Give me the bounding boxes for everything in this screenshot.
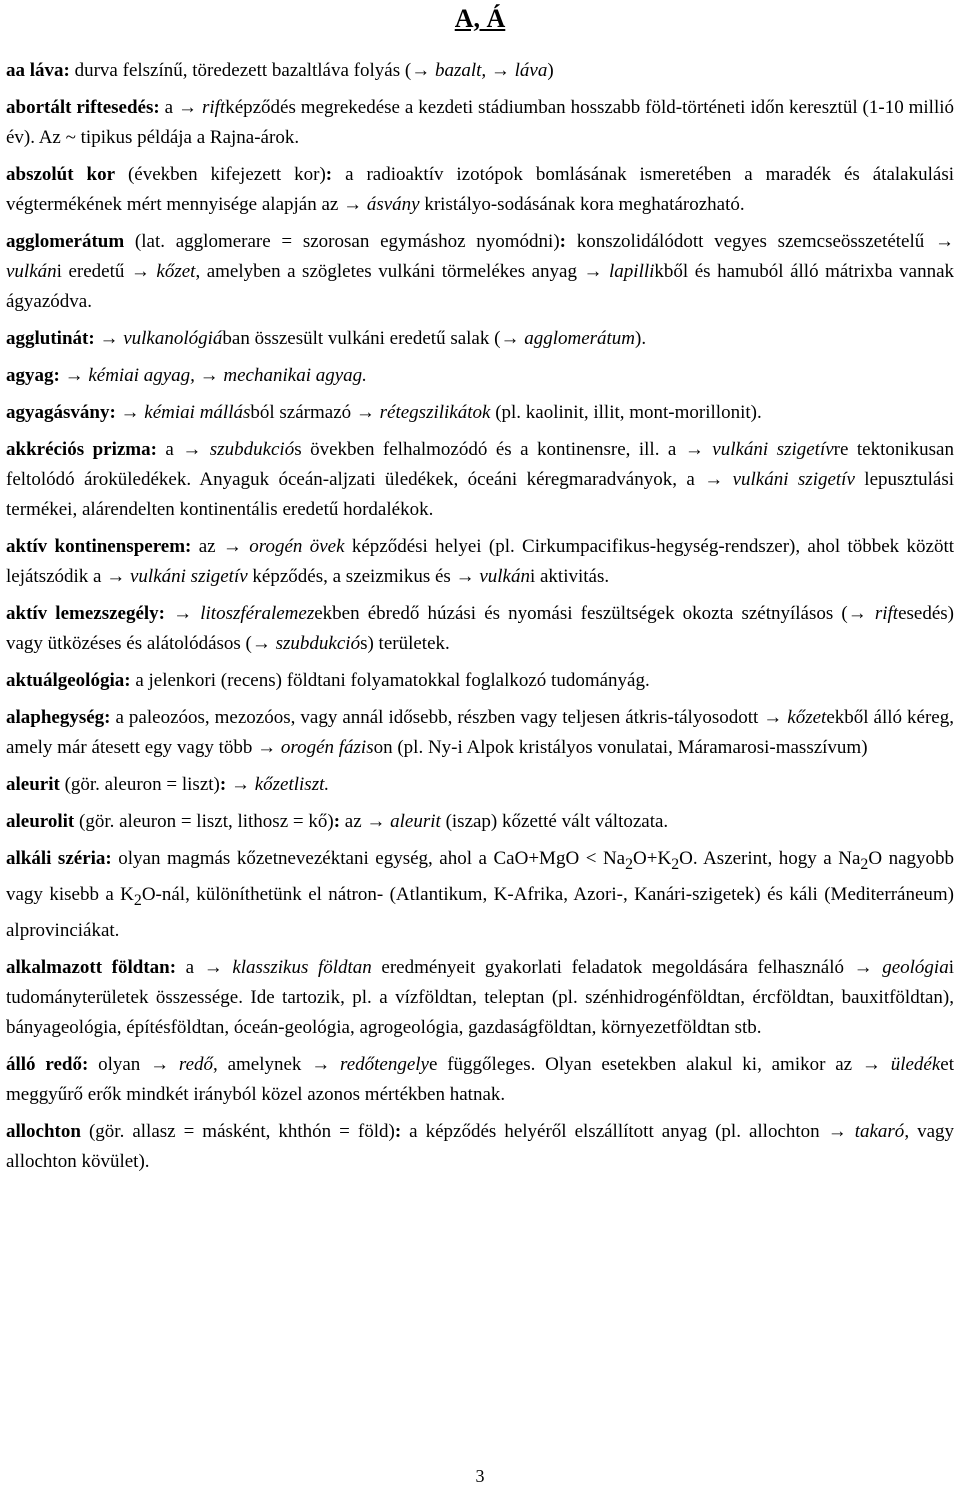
glossary-entry [6, 398, 954, 428]
subscript: 2 [625, 855, 634, 873]
entry-text: e függőleges. Olyan esetekben alakul ki, amikor az [429, 1053, 862, 1075]
entry-term: agyagásvány: [6, 402, 116, 423]
entry-text: kből és hamuból álló mátrixba vannak ágyazódva. [6, 261, 955, 312]
entry-text: olyan magmás kőzetnevezéktani egység, ahol a CaO+MgO < Na [111, 848, 626, 869]
entry-term: abortált riftesedés: [6, 97, 160, 118]
arrow-right-icon: → [311, 1053, 331, 1075]
glossary-entry [6, 1117, 954, 1177]
entry-text: , amelynek [213, 1053, 312, 1075]
arrow-right-icon: → [853, 956, 873, 978]
entry-term: agglomerátum [6, 231, 125, 252]
entry-term: alkáli széria: [6, 848, 112, 869]
cross-reference: vulkanológiá [118, 328, 223, 349]
arrow-right-icon: → [203, 956, 223, 978]
entry-text: ) [547, 60, 554, 81]
arrow-right-icon: → [64, 365, 84, 386]
cross-reference: redő [169, 1053, 214, 1075]
arrow-right-icon: → [827, 1120, 847, 1142]
arrow-right-icon: → [130, 261, 150, 282]
arrow-right-icon: → [178, 97, 198, 118]
arrow-right-icon: → [355, 402, 375, 423]
entry-term: : [325, 164, 333, 185]
arrow-right-icon: → [106, 566, 126, 587]
entry-text: a radioaktív izotópok bomlásának ismeretében a maradék és átalakulási végtermékének mért mennyisége alapján az [6, 164, 954, 215]
entry-text: (gör. aleuron = liszt) [59, 774, 220, 795]
cross-reference: kőzet [149, 261, 196, 282]
glossary-entry [6, 324, 954, 354]
cross-reference: vulkáni szigetív [723, 469, 855, 490]
entry-text: O nagyobb vagy kisebb a K [6, 848, 954, 905]
entry-term: : [559, 231, 566, 252]
cross-reference: klasszikus földtan [222, 956, 372, 978]
entry-text: képződési helyei (pl. Cirkumpacifikus-hegység-rendszer), ahol többek között lejátszódik a [6, 536, 954, 587]
entry-term: abszolút kor [6, 164, 116, 185]
cross-reference: vulkán [474, 566, 530, 587]
entry-term: aleurolit [6, 811, 75, 832]
entry-term: agglutinát: [6, 328, 95, 349]
entry-text: re tektonikusan feltolódó ároküledékek. Anyaguk óceán-aljzati üledékek, óceáni kéregmaradványok, a [6, 439, 954, 490]
arrow-right-icon: → [411, 60, 431, 81]
cross-reference: szubdukció [201, 439, 295, 460]
cross-reference: rift [197, 97, 226, 118]
entry-text: az [340, 811, 367, 832]
glossary-entry [6, 807, 954, 837]
entry-term: aleurit [6, 774, 60, 795]
entry-term: alaphegység: [6, 707, 111, 728]
cross-reference: orogén övek [241, 536, 345, 557]
entry-text: a képződés helyéről elszállított anyag (pl. allochton [401, 1120, 828, 1142]
entry-text: olyan [88, 1053, 151, 1075]
arrow-right-icon: → [763, 707, 783, 728]
entry-text: képződés, a szeizmikus és [247, 566, 456, 587]
glossary-entry [6, 93, 954, 153]
glossary-entry [6, 1050, 954, 1110]
arrow-right-icon: → [99, 328, 119, 349]
cross-reference: kémiai agyag, [83, 365, 195, 386]
section-heading: A, Á [454, 4, 506, 33]
entry-text: i eredetű [56, 261, 131, 282]
arrow-right-icon: → [935, 231, 954, 252]
entry-text: O. Aszerint, hogy a Na [679, 848, 861, 869]
entry-text: a [176, 956, 204, 978]
entry-text: s) területek. [360, 633, 450, 654]
entry-text: ekből álló kéreg, amely már átesett egy vagy több [6, 707, 954, 758]
entry-text: ban összesült vulkáni eredetű salak ( [222, 328, 501, 349]
glossary-entry [6, 953, 954, 1043]
cross-reference: geológia [872, 956, 949, 978]
entry-term: : [219, 774, 227, 795]
glossary-entry [6, 361, 954, 391]
entry-text: on (pl. Ny-i Alpok kristályos vonulatai, Máramarosi-masszívum) [373, 737, 868, 758]
cross-reference: litoszféralemez [192, 603, 315, 624]
entry-text: O+K [633, 848, 672, 869]
arrow-right-icon: → [704, 469, 724, 490]
entry-text: az [191, 536, 223, 557]
entry-text: ból származó [250, 402, 356, 423]
cross-reference: takaró [846, 1120, 905, 1142]
cross-reference: vulkán [6, 261, 57, 282]
subscript: 2 [860, 855, 869, 873]
cross-reference: kőzet [782, 707, 827, 728]
cross-reference: ásvány [362, 194, 420, 215]
glossary-entry [6, 844, 954, 946]
entry-text: , amelyben a szögletes vulkáni törmelékes anyag [195, 261, 584, 282]
arrow-right-icon: → [847, 603, 867, 624]
arrow-right-icon: → [455, 566, 475, 587]
entry-term: aktív lemezszegély: [6, 603, 165, 624]
cross-reference: kőzetliszt. [249, 774, 330, 795]
arrow-right-icon: → [500, 328, 520, 349]
entry-term: : [394, 1120, 402, 1142]
entry-term: allochton [6, 1120, 81, 1142]
cross-reference: bazalt, [430, 60, 487, 81]
arrow-right-icon: → [583, 261, 603, 282]
entry-term: alkalmazott földtan: [6, 956, 177, 978]
entry-term: agyag: [6, 365, 60, 386]
glossary-entry [6, 599, 954, 659]
cross-reference: vulkáni szigetív [125, 566, 248, 587]
arrow-right-icon: → [366, 811, 386, 832]
cross-reference: orogén fázis [276, 737, 374, 758]
entry-text: (lat. agglomerare = szorosan egymáshoz nyomódni) [124, 231, 560, 252]
subscript: 2 [671, 855, 680, 873]
entry-text: , vagy allochton kövület). [6, 1120, 955, 1172]
entry-text [165, 603, 173, 624]
glossary-entry [6, 56, 954, 86]
entry-term: aktív kontinensperem: [6, 536, 192, 557]
glossary-entry [6, 435, 954, 525]
page-number: 3 [475, 1466, 485, 1486]
glossary-entry [6, 703, 954, 763]
arrow-right-icon: → [490, 60, 510, 81]
arrow-right-icon: → [199, 365, 219, 386]
arrow-right-icon: → [182, 439, 202, 460]
arrow-right-icon: → [257, 737, 277, 758]
cross-reference: agglomerátum [519, 328, 636, 349]
entry-text: (iszap) kőzetté vált változata. [440, 811, 669, 832]
entry-text: ). [635, 328, 647, 349]
cross-reference: vulkáni szigetív [703, 439, 834, 460]
entry-text: ekben ébredő húzási és nyomási feszültségek okozta szétnyílásos ( [314, 603, 848, 624]
glossary-entry [6, 770, 954, 800]
entry-text: i tudományterületek összessége. Ide tartozik, pl. a vízföldtan, teleptan (pl. szénhidrogénföldtan, ércföldtan, bauxitföldtan), bányageológia, építésföldtan, óceán-geológia, agrogeológia, gazdaságföldtan, környezetföldtan stb. [6, 956, 954, 1038]
arrow-right-icon: → [684, 439, 704, 460]
arrow-right-icon: → [251, 633, 271, 654]
cross-reference: rétegszilikátok [374, 402, 491, 423]
entry-term: aa láva: [6, 60, 70, 81]
subscript: 2 [133, 891, 142, 909]
cross-reference: redőtengely [330, 1053, 429, 1075]
entry-text: esedés) vagy ütközéses és alátolódásos ( [6, 603, 954, 654]
cross-reference: üledék [880, 1053, 941, 1075]
arrow-right-icon: → [150, 1053, 170, 1075]
document-page [6, 0, 954, 1492]
cross-reference: aleurit [385, 811, 441, 832]
entry-term: akkréciós prizma: [6, 439, 157, 460]
glossary-entry [6, 160, 954, 220]
cross-reference: láva [509, 60, 548, 81]
cross-reference: mechanikai agyag. [218, 365, 367, 386]
arrow-right-icon: → [173, 603, 193, 624]
entry-term: : [333, 811, 341, 832]
entry-text: (pl. kaolinit, illit, mont-morillonit). [490, 402, 762, 423]
entry-text: a jelenkori (recens) földtani folyamatokkal foglalkozó tudományág. [130, 670, 650, 691]
entry-text: eredményeit gyakorlati feladatok megoldására felhasználó [371, 956, 854, 978]
arrow-right-icon: → [222, 536, 242, 557]
cross-reference: kémiai mállás [139, 402, 251, 423]
entry-text: s övekben felhalmozódó és a kontinensre, ill. a [294, 439, 685, 460]
glossary-entry [6, 532, 954, 592]
arrow-right-icon: → [861, 1053, 881, 1075]
entry-text: (gör. aleuron = liszt, lithosz = kő) [74, 811, 334, 832]
glossary-entry [6, 227, 954, 317]
arrow-right-icon: → [120, 402, 140, 423]
entry-text: a [156, 439, 183, 460]
glossary-entries [6, 56, 954, 1184]
entry-text: konszolidálódott vegyes szemcseösszetételű [566, 231, 935, 252]
entry-text: a paleozóos, mezozóos, vagy annál idősebb, részben vagy teljesen átkris-tályosodott [110, 707, 764, 728]
cross-reference: szubdukció [270, 633, 361, 654]
arrow-right-icon: → [343, 194, 363, 215]
entry-text: lepusztulási termékei, alárendelten kontinentális eredetű hordalékok. [6, 469, 955, 520]
entry-text: durva felszínű, töredezett bazaltláva folyás ( [69, 60, 412, 81]
cross-reference: rift [866, 603, 899, 624]
entry-text: a [159, 97, 179, 118]
arrow-right-icon: → [230, 774, 250, 795]
entry-text: i aktivitás. [529, 566, 610, 587]
entry-text: (években kifejezett kor) [115, 164, 326, 185]
entry-term: álló redő: [6, 1053, 89, 1075]
entry-text: képződés megrekedése a kezdeti stádiumban hosszabb föld-történeti időn keresztül (1-10 millió év). Az ~ tipikus példája a Rajna-árok. [6, 97, 955, 148]
entry-text: et meggyűrő erők mindkét irányból közel azonos mértékben hatnak. [6, 1053, 954, 1105]
entry-text: O-nál, különíthetünk el nátron- (Atlantikum, K-Afrika, Azori-, Kanári-szigetek) és káli (Mediterráneum) alprovinciákat. [6, 883, 954, 941]
glossary-entry [6, 666, 954, 696]
entry-text: (gör. allasz = másként, khthón = föld) [80, 1120, 395, 1142]
entry-text: kristályo-sodásának kora meghatározható. [419, 194, 745, 215]
cross-reference: lapilli [602, 261, 655, 282]
entry-term: aktuálgeológia: [6, 670, 131, 691]
